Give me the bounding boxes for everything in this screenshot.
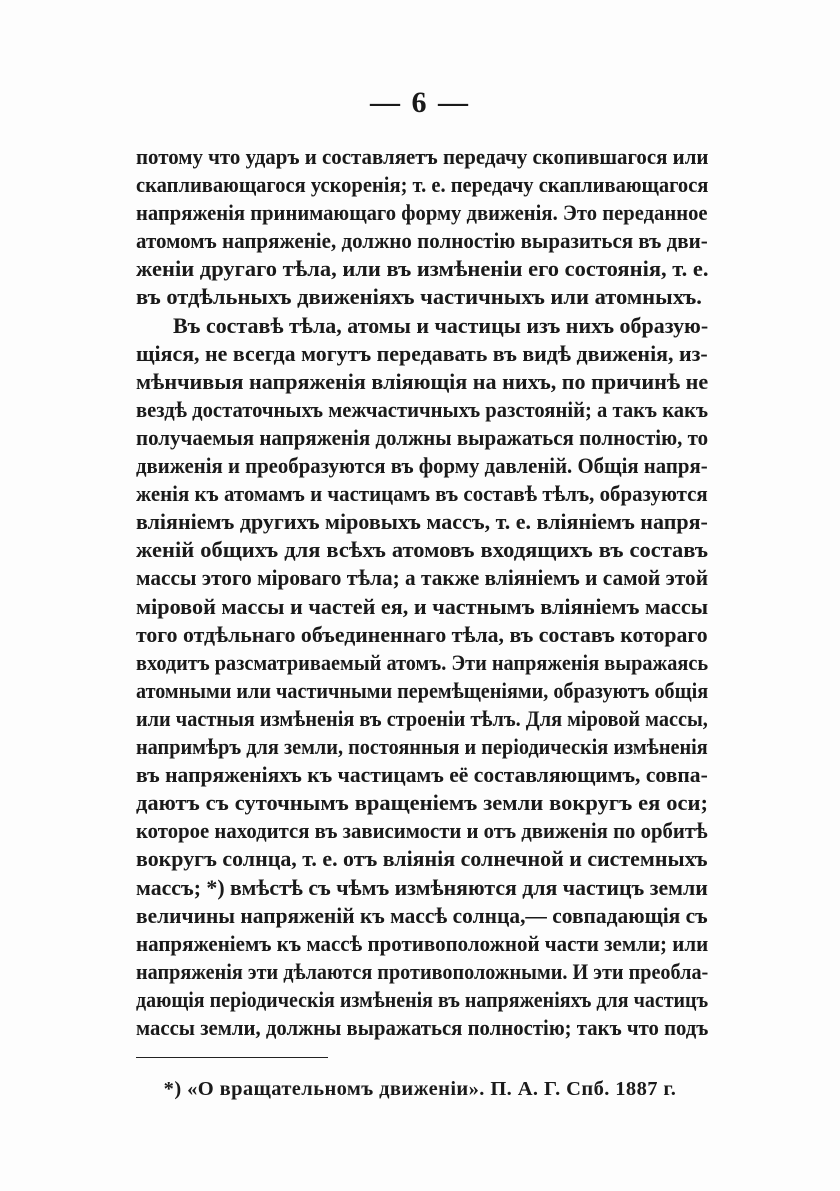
text-line: входитъ разсматриваемый атомъ. Эти напряженія выражаясь	[136, 649, 709, 675]
text-line: міровой массы и частей ея, и частнымъ вліяніемъ массы	[136, 593, 709, 619]
text-line: массъ; *) вмѣстѣ съ чѣмъ измѣняются для частицъ земли	[136, 874, 708, 900]
text-line: атомомъ напряженіе, должно полностію выразиться въ дви-	[136, 228, 708, 254]
text-line: вліяніемъ другихъ міровыхъ массъ, т. е. вліяніемъ напря-	[136, 509, 708, 535]
text-line: напряженія принимающаго форму движенія. Это переданное	[136, 200, 708, 226]
text-line: потому что ударъ и составляетъ передачу скопившагося или	[136, 144, 709, 169]
text-line: мѣнчивыя напряженія вліяющія на нихъ, по причинѣ не	[136, 368, 709, 394]
text-line: женія къ атомамъ и частицамъ въ составѣ тѣлъ, образуются	[136, 481, 708, 507]
text-line: движенія и преобразуются въ форму давленій. Общія напря-	[136, 453, 708, 479]
text-line: даютъ съ суточнымъ вращеніемъ земли вокругъ ея оси;	[136, 790, 708, 816]
text-line: напряженіемъ къ массѣ противоположной части земли; или	[136, 930, 709, 956]
text-line: женій общихъ для всѣхъ атомовъ входящихъ въ составъ	[136, 537, 708, 563]
text-line: или частныя измѣненія въ строеніи тѣлъ. Для міровой массы,	[136, 705, 708, 731]
text-line: массы земли, должны выражаться полностію; такъ что подъ	[136, 1015, 709, 1040]
text-line: напряженія эти дѣлаются противоположными. И эти преобла-	[136, 958, 709, 984]
text-line: скапливающагося ускоренія; т. е. передачу скапливающагося	[136, 172, 709, 198]
footnote-separator	[136, 1057, 328, 1058]
text-line: щіяся, не всегда могутъ передавать въ видѣ движенія, из-	[136, 340, 708, 366]
text-line: величины напряженій къ массѣ солнца,— совпадающія съ	[136, 902, 708, 928]
text-line: дающія періодическія измѣненія въ напряженіяхъ для частицъ	[136, 986, 709, 1012]
text-line: массы этого міроваго тѣла; а также вліяніемъ и самой этой	[136, 565, 708, 591]
text-line: въ отдѣльныхъ движеніяхъ частичныхъ или атомныхъ.	[136, 284, 702, 310]
page-number: — 6 —	[370, 86, 470, 119]
text-line: женіи другаго тѣла, или въ измѣненіи его состоянія, т. е.	[136, 256, 709, 282]
text-line: того отдѣльнаго объединеннаго тѣла, въ составъ котораго	[136, 621, 708, 647]
text-line: получаемыя напряженія должны выражаться полностію, то	[136, 424, 709, 450]
text-line: атомными или частичными перемѣщеніями, образуютъ общія	[136, 677, 709, 703]
text-line: вокругъ солнца, т. е. отъ вліянія солнечной и системныхъ	[136, 846, 708, 872]
text-line: въ напряженіяхъ къ частицамъ её составляющимъ, совпа-	[136, 762, 708, 788]
text-line: вездѣ достаточныхъ межчастичныхъ разстояній; а такъ какъ	[136, 396, 709, 422]
text-line: Въ составѣ тѣла, атомы и частицы изъ нихъ образую-	[173, 312, 709, 338]
text-line: напримѣръ для земли, постоянныя и періодическія измѣненія	[136, 734, 708, 760]
text-line: которое находится въ зависимости и отъ движенія по орбитѣ	[136, 818, 708, 844]
footnote: *) «О вращательномъ движеніи». П. А. Г. Спб. 1887 г.	[163, 1078, 677, 1100]
